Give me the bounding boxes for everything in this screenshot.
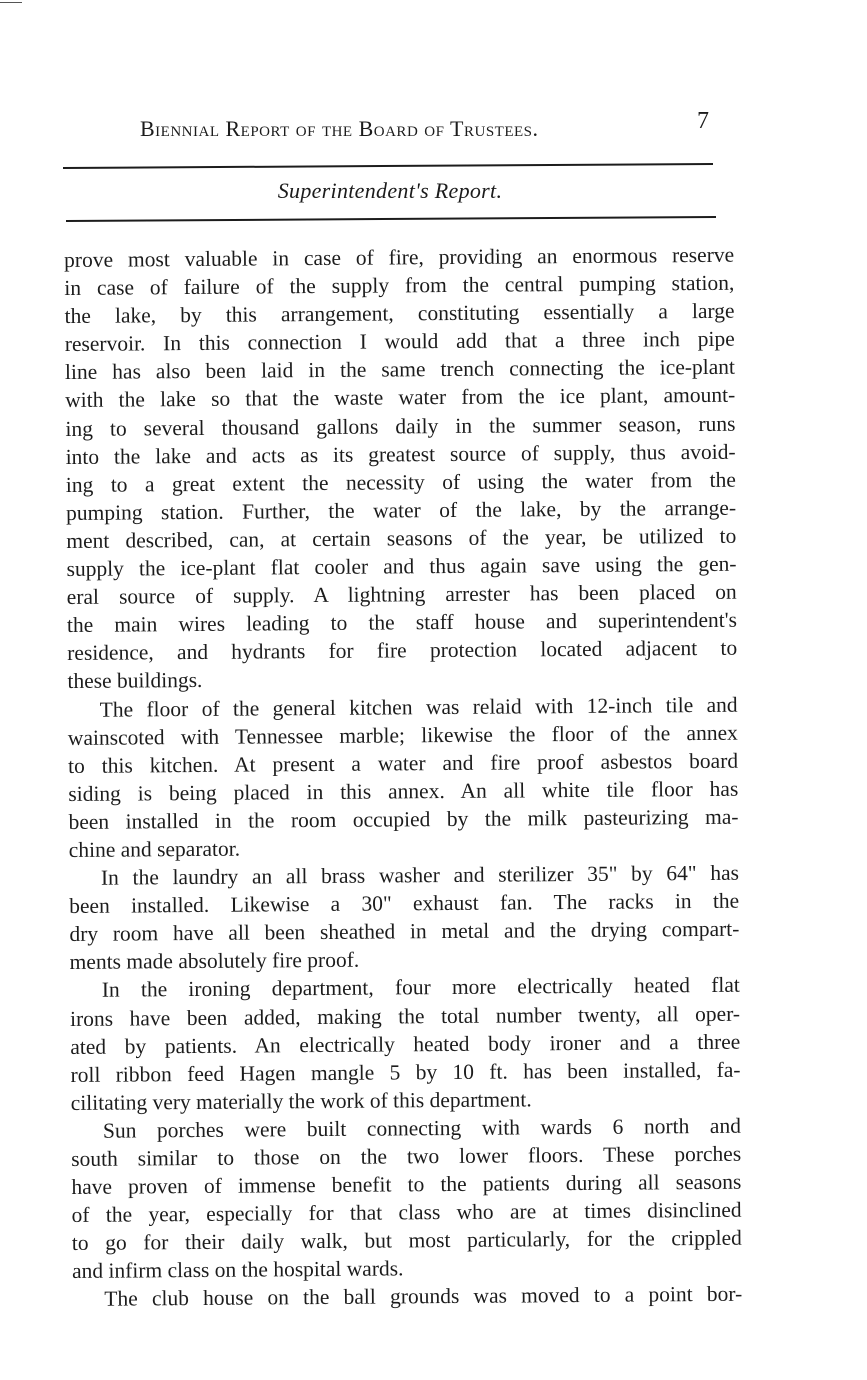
text-line: eral source of supply. A lightning arrester has been placed on <box>66 579 737 610</box>
body-text <box>64 241 742 1314</box>
section-title: Superintendent's Report. <box>277 178 503 203</box>
text-line: south similar to those on the two lower floors. These porches <box>71 1141 742 1171</box>
text-line: roll ribbon feed Hagen mangle 5 by 10 ft. has been installed, fa- <box>70 1057 741 1087</box>
text-line: to this kitchen. At present a water and fire proof asbestos board <box>67 748 739 778</box>
paragraph-start-line: In the ironing department, four more electrically heated flat <box>101 973 740 1003</box>
text-line: ment described, can, at certain seasons of the year, be utilized to <box>66 523 737 553</box>
text-line: the main wires leading to the staff house and superintendent's <box>66 607 738 638</box>
paragraph-start-line: The club house on the ball grounds was moved to a point bor- <box>104 1282 743 1312</box>
text-line: siding is being placed in this annex. An all white tile floor has <box>68 776 739 806</box>
page-number: 7 <box>697 108 709 134</box>
paragraph-start-line: The floor of the general kitchen was relaid with 12-inch tile and <box>99 692 738 722</box>
text-line: with the lake so that the waste water from the ice plant, amount- <box>65 383 736 413</box>
text-line: and infirm class on the hospital wards. <box>71 1256 404 1284</box>
text-line: into the lake and acts as its greatest source of supply, thus avoid- <box>65 439 736 469</box>
text-line: wainscoted with Tennessee marble; likewise the floor of the annex <box>67 720 738 750</box>
text-line: have proven of immense benefit to the patients during all seasons <box>71 1169 742 1200</box>
text-line: residence, and hydrants for fire protection located adjacent to <box>67 636 738 666</box>
text-line: ated by patients. An electrically heated body ironer and a three <box>70 1029 741 1059</box>
header-rule-bottom <box>66 216 716 222</box>
text-line: been installed in the room occupied by the milk pasteurizing ma- <box>68 804 739 834</box>
text-line: ing to a great extent the necessity of using the water from the <box>65 467 736 497</box>
text-line: line has also been laid in the same trench connecting the ice-plant <box>64 355 736 385</box>
text-line: ments made absolutely fire proof. <box>69 948 360 975</box>
paragraph-start-line: Sun porches were built connecting with wards 6 north and <box>102 1113 742 1143</box>
running-head: Biennial Report of the Board of Trustees. <box>140 116 539 141</box>
text-line: prove most valuable in case of fire, providing an enormous reserve <box>64 242 735 272</box>
text-line: reservoir. In this connection I would add that a three inch pipe <box>64 327 735 357</box>
text-line: ing to several thousand gallons daily in the summer season, runs <box>65 411 736 441</box>
text-line: irons have been added, making the total number twenty, all oper- <box>69 1001 741 1031</box>
text-line: chine and separator. <box>68 836 241 862</box>
text-line: of the year, especially for that class who are at times disinclined <box>71 1197 742 1228</box>
text-line: in case of failure of the supply from the central pumping station, <box>64 270 735 301</box>
text-line: dry room have all been sheathed in metal and the drying compart- <box>69 916 740 947</box>
scan-edge-mark <box>0 2 22 3</box>
text-line: supply the ice-plant flat cooler and thus again save using the gen- <box>66 551 737 582</box>
text-line: been installed. Likewise a 30" exhaust fan. The racks in the <box>69 888 740 919</box>
text-line: these buildings. <box>67 668 203 694</box>
text-line: cilitating very materially the work of this department. <box>70 1087 532 1115</box>
header-rule-top <box>63 163 713 169</box>
text-line: pumping station. Further, the water of the lake, by the arrange- <box>66 495 737 525</box>
text-line: the lake, by this arrangement, constituting essentially a large <box>64 298 735 329</box>
paragraph-start-line: In the laundry an all brass washer and sterilizer 35" by 64" has <box>100 860 740 890</box>
text-line: to go for their daily walk, but most particularly, for the crippled <box>71 1225 742 1256</box>
